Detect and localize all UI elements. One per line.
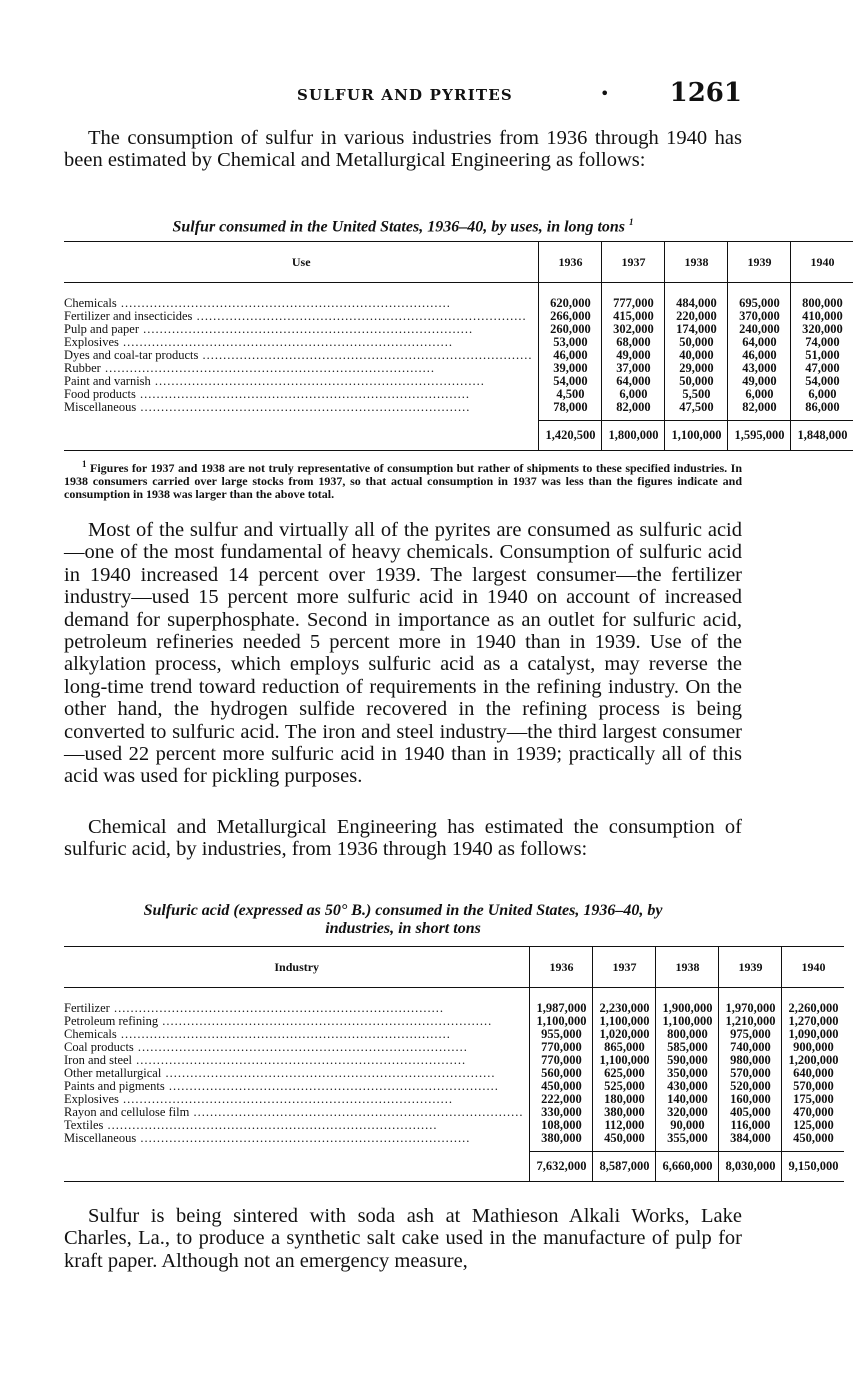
table2-row (64, 1132, 844, 1152)
table1-cell: 82,000 (728, 401, 791, 421)
table1-cell: 266,000 (539, 310, 602, 323)
table2-total-cell: 6,660,000 (656, 1152, 719, 1182)
table2-header-1936: 1936 (530, 947, 593, 988)
table2-row-label (64, 1015, 530, 1028)
table2-cell: 585,000 (656, 1041, 719, 1054)
table2-row-label-text: Textiles (64, 1119, 104, 1132)
table1-cell: 415,000 (602, 310, 665, 323)
table2-leader-dots: ................................................................................ (109, 1002, 444, 1015)
table1-spacer-cell (728, 283, 791, 298)
table1-row (64, 401, 853, 421)
table2-cell: 640,000 (782, 1067, 845, 1080)
table1-row-label (64, 401, 539, 421)
table2-row (64, 1054, 844, 1067)
table1-row-label-text: Rubber (64, 362, 101, 375)
table1-cell: 6,000 (791, 388, 854, 401)
table2-row-label-text: Miscellaneous (64, 1132, 137, 1145)
table2-row-label-text: Paints and pigments (64, 1080, 165, 1093)
table2-cell: 1,210,000 (719, 1015, 782, 1028)
table2-row-label-text: Iron and steel (64, 1054, 133, 1067)
table1-header-1936: 1936 (539, 242, 602, 283)
table1-cell: 47,000 (791, 362, 854, 375)
table1-row-label-text: Fertilizer and insecticides (64, 310, 193, 323)
table2-leader-dots: ................................................................................ (189, 1106, 524, 1119)
table2-cell: 1,200,000 (782, 1054, 845, 1067)
table2-cell: 1,020,000 (593, 1028, 656, 1041)
table1-total-cell: 1,595,000 (728, 421, 791, 451)
table2-cell: 125,000 (782, 1119, 845, 1132)
table2-cell: 975,000 (719, 1028, 782, 1041)
table1-cell: 46,000 (728, 349, 791, 362)
table2-header-1939: 1939 (719, 947, 782, 988)
table2-cell: 430,000 (656, 1080, 719, 1093)
table1-cell: 240,000 (728, 323, 791, 336)
table1-cell: 370,000 (728, 310, 791, 323)
table2-cell: 405,000 (719, 1106, 782, 1119)
table2-leader-dots: ................................................................................ (136, 1132, 471, 1145)
page-number: 1261 (669, 78, 742, 108)
table1-cell: 5,500 (665, 388, 728, 401)
table2-leader-dots: ................................................................................ (132, 1054, 467, 1067)
table1-row (64, 388, 853, 401)
table2-row-label-text: Petroleum refining (64, 1015, 159, 1028)
footnote (64, 458, 742, 501)
table2-cell: 384,000 (719, 1132, 782, 1152)
table2-cell: 980,000 (719, 1054, 782, 1067)
table2-row-label (64, 1054, 530, 1067)
sulfuric-acid-consumption-table (64, 946, 844, 1182)
table2-spacer-cell (656, 988, 719, 1003)
table1-leader-dots: ................................................................................ (138, 323, 474, 336)
table1-leader-dots: ................................................................................ (150, 375, 485, 388)
table2-row-label (64, 1119, 530, 1132)
table2-caption-line2: industries, in short tons (325, 920, 481, 937)
table1-row (64, 336, 853, 349)
table1-leader-dots: ................................................................................ (118, 336, 453, 349)
table1-cell: 777,000 (602, 297, 665, 310)
table2-cell: 1,270,000 (782, 1015, 845, 1028)
table2-total-label (64, 1152, 530, 1182)
table2-cell: 1,100,000 (593, 1015, 656, 1028)
table2-cell: 380,000 (530, 1132, 593, 1152)
table2-cell: 108,000 (530, 1119, 593, 1132)
table2-cell: 625,000 (593, 1067, 656, 1080)
acid-intro-paragraph: Chemical and Metallurgical Engineering has estimated the consumption of sulfuric acid, by industries, from 1936 through 1940 as follows: (64, 816, 742, 861)
table1-cell: 6,000 (602, 388, 665, 401)
table1-header-1937: 1937 (602, 242, 665, 283)
table2-header-industry: Industry (64, 947, 530, 988)
table2-row (64, 1067, 844, 1080)
table1-header-1940: 1940 (791, 242, 854, 283)
table1-cell: 37,000 (602, 362, 665, 375)
table1-spacer-cell (665, 283, 728, 298)
table1-row-label (64, 375, 539, 388)
table2-cell: 740,000 (719, 1041, 782, 1054)
table2-cell: 955,000 (530, 1028, 593, 1041)
table1-row (64, 323, 853, 336)
table2-cell: 865,000 (593, 1041, 656, 1054)
table2-cell: 770,000 (530, 1041, 593, 1054)
table1-leader-dots: ................................................................................ (116, 297, 451, 310)
table2-total-cell: 9,150,000 (782, 1152, 845, 1182)
table1-leader-dots: ................................................................................ (136, 401, 471, 414)
table1-total-cell: 1,420,500 (539, 421, 602, 451)
table1-row-label (64, 362, 539, 375)
table1-row-label (64, 336, 539, 349)
table1-cell: 484,000 (665, 297, 728, 310)
table2-spacer-cell (719, 988, 782, 1003)
table2-row-label (64, 1028, 530, 1041)
table2-cell: 590,000 (656, 1054, 719, 1067)
table2-cell: 1,900,000 (656, 1002, 719, 1015)
table2-cell: 470,000 (782, 1106, 845, 1119)
table1-header-1939: 1939 (728, 242, 791, 283)
table1-caption-footnote-mark: 1 (629, 217, 634, 227)
table2-row-label-text: Coal products (64, 1041, 134, 1054)
table1-cell: 53,000 (539, 336, 602, 349)
table1-row-label-text: Explosives (64, 336, 119, 349)
table1-leader-dots: ................................................................................ (198, 349, 533, 362)
table2-cell: 570,000 (719, 1067, 782, 1080)
table2-leader-dots: ................................................................................ (133, 1041, 468, 1054)
table2-cell: 160,000 (719, 1093, 782, 1106)
table2-cell: 450,000 (593, 1132, 656, 1152)
table1-cell: 74,000 (791, 336, 854, 349)
table2-spacer-cell (64, 988, 530, 1003)
table2-cell: 330,000 (530, 1106, 593, 1119)
table1-cell: 43,000 (728, 362, 791, 375)
table2-leader-dots: ................................................................................ (161, 1067, 496, 1080)
table2-row-label (64, 1106, 530, 1119)
table1-cell: 54,000 (791, 375, 854, 388)
table1-leader-dots: ................................................................................ (192, 310, 527, 323)
table2-cell: 112,000 (593, 1119, 656, 1132)
table1-row (64, 349, 853, 362)
table1-cell: 49,000 (602, 349, 665, 362)
table2-cell: 560,000 (530, 1067, 593, 1080)
table2-row-label-text: Chemicals (64, 1028, 117, 1041)
table1-row-label (64, 297, 539, 310)
table1-spacer-cell (791, 283, 854, 298)
table2-row (64, 1080, 844, 1093)
table2-total-cell: 7,632,000 (530, 1152, 593, 1182)
table2-row-label-text: Rayon and cellulose film (64, 1106, 190, 1119)
table2-cell: 800,000 (656, 1028, 719, 1041)
table1-spacer-cell (64, 283, 539, 298)
table2-cell: 380,000 (593, 1106, 656, 1119)
table1-cell: 64,000 (728, 336, 791, 349)
table2-cell: 180,000 (593, 1093, 656, 1106)
table2-row (64, 1015, 844, 1028)
table1-total-label (64, 421, 539, 451)
table2-cell: 570,000 (782, 1080, 845, 1093)
table2-cell: 2,230,000 (593, 1002, 656, 1015)
table2-leader-dots: ................................................................................ (116, 1028, 451, 1041)
table2-row (64, 1028, 844, 1041)
table1-cell: 78,000 (539, 401, 602, 421)
table1-cell: 47,500 (665, 401, 728, 421)
table2-cell: 520,000 (719, 1080, 782, 1093)
table2-cell: 450,000 (530, 1080, 593, 1093)
table2-total-cell: 8,587,000 (593, 1152, 656, 1182)
table1-cell: 54,000 (539, 375, 602, 388)
table2-row-label (64, 1080, 530, 1093)
table1-cell: 620,000 (539, 297, 602, 310)
table2-total-row (64, 1152, 844, 1182)
table1-row-label-text: Chemicals (64, 297, 117, 310)
table2-cell: 175,000 (782, 1093, 845, 1106)
table1-total-cell: 1,100,000 (665, 421, 728, 451)
table1-spacer-cell (539, 283, 602, 298)
table2-row-label-text: Fertilizer (64, 1002, 110, 1015)
table2-cell: 116,000 (719, 1119, 782, 1132)
table1-row-label (64, 388, 539, 401)
table2-cell: 1,100,000 (530, 1015, 593, 1028)
table2-row-label (64, 1002, 530, 1015)
table1-row-label-text: Paint and varnish (64, 375, 151, 388)
table1-cell: 6,000 (728, 388, 791, 401)
table2-row (64, 1119, 844, 1132)
table2-cell: 450,000 (782, 1132, 845, 1152)
table1-row-label (64, 323, 539, 336)
table2-spacer-cell (782, 988, 845, 1003)
table2-cell: 1,090,000 (782, 1028, 845, 1041)
table2-header-1938: 1938 (656, 947, 719, 988)
table2-row (64, 1041, 844, 1054)
table2-row (64, 1093, 844, 1106)
table2-row-label (64, 1132, 530, 1152)
table2-cell: 770,000 (530, 1054, 593, 1067)
table1-cell: 4,500 (539, 388, 602, 401)
table2-cell: 140,000 (656, 1093, 719, 1106)
table2-row-label-text: Other metallurgical (64, 1067, 162, 1080)
table2-row-label (64, 1067, 530, 1080)
table1-header-row (64, 242, 853, 283)
table1-cell: 220,000 (665, 310, 728, 323)
table1-row (64, 310, 853, 323)
table1-caption (64, 213, 742, 236)
table1-cell: 40,000 (665, 349, 728, 362)
table1-row (64, 362, 853, 375)
table1-cell: 800,000 (791, 297, 854, 310)
table1-cell: 260,000 (539, 323, 602, 336)
table2-cell: 2,260,000 (782, 1002, 845, 1015)
table1-cell: 82,000 (602, 401, 665, 421)
table2-row-label (64, 1093, 530, 1106)
table1-cell: 39,000 (539, 362, 602, 375)
table2-header-1937: 1937 (593, 947, 656, 988)
table2-cell: 1,970,000 (719, 1002, 782, 1015)
running-head-title: SULFUR AND PYRITES (297, 86, 513, 104)
table2-cell: 1,100,000 (656, 1015, 719, 1028)
table2-spacer-cell (593, 988, 656, 1003)
table1-row (64, 297, 853, 310)
table1-cell: 50,000 (665, 375, 728, 388)
sulfuric-acid-paragraph: Most of the sulfur and virtually all of the pyrites are consumed as sulfuric acid—one of the most fundamental of heavy chemicals. Consumption of sulfuric acid in 1940 increased 14 percent over 1939. The largest consumer—the fertilizer industry—used 15 percent more sulfuric acid in 1940 on account of increased demand for superphosphate. Second in importance as an outlet for sulfuric acid, petroleum refineries needed 5 percent more in 1940 than in 1939. Use of the alkylation process, which employs sulfuric acid as a catalyst, may reverse the long-time trend toward reduction of requirements in the refining industry. On the other hand, the hydrogen sulfide recovered in the refining process is being converted to sulfuric acid. The iron and steel industry—the third largest consumer—used 22 percent more sulfuric acid in 1940 than in 1939; practically all of this acid was used for pickling purposes. (64, 519, 742, 788)
table1-cell: 174,000 (665, 323, 728, 336)
table2-cell: 355,000 (656, 1132, 719, 1152)
sulfur-consumption-table (64, 241, 853, 451)
table2-cell: 90,000 (656, 1119, 719, 1132)
table2-cell: 222,000 (530, 1093, 593, 1106)
table1-leader-dots: ................................................................................ (100, 362, 435, 375)
table1-cell: 410,000 (791, 310, 854, 323)
table2-caption-line1: Sulfuric acid (expressed as 50° B.) consumed in the United States, 1936–40, by (143, 902, 663, 919)
table2-leader-dots: ................................................................................ (103, 1119, 438, 1132)
table1-cell: 695,000 (728, 297, 791, 310)
table1-cell: 86,000 (791, 401, 854, 421)
table2-cell: 525,000 (593, 1080, 656, 1093)
table2-leader-dots: ................................................................................ (164, 1080, 499, 1093)
footnote-mark: 1 (82, 459, 87, 469)
table1-row-label-text: Food products (64, 388, 136, 401)
closing-paragraph: Sulfur is being sintered with soda ash at Mathieson Alkali Works, Lake Charles, La., to produce a synthetic salt cake used in the manufacture of pulp for kraft paper. Although not an emergency measure, (64, 1205, 742, 1272)
table1-total-cell: 1,848,000 (791, 421, 854, 451)
table1-cell: 64,000 (602, 375, 665, 388)
intro-paragraph: The consumption of sulfur in various industries from 1936 through 1940 has been estimated by Chemical and Metallurgical Engineering as follows: (64, 127, 742, 172)
table1-leader-dots: ................................................................................ (135, 388, 470, 401)
table2-header-row (64, 947, 844, 988)
footnote-text: Figures for 1937 and 1938 are not truly representative of consumption but rather of shipments to these specified industries. In 1938 consumers carried over large stocks from 1937, so that actual consumption in 1937 was less than the figures indicate and consumption in 1938 was larger than the above total. (64, 461, 743, 501)
table1-spacer-row (64, 283, 853, 298)
table2-total-cell: 8,030,000 (719, 1152, 782, 1182)
table1-caption-text: Sulfur consumed in the United States, 1936–40, by uses, in long tons (172, 218, 626, 236)
table2-row (64, 1106, 844, 1119)
table1-cell: 51,000 (791, 349, 854, 362)
table1-row-label (64, 310, 539, 323)
running-head (64, 80, 742, 114)
table2-leader-dots: ................................................................................ (118, 1093, 453, 1106)
table2-cell: 900,000 (782, 1041, 845, 1054)
table2-spacer-cell (530, 988, 593, 1003)
table2-row-label (64, 1041, 530, 1054)
table1-cell: 49,000 (728, 375, 791, 388)
running-head-separator: • (600, 84, 610, 103)
table1-cell: 68,000 (602, 336, 665, 349)
table1-cell: 302,000 (602, 323, 665, 336)
table2-leader-dots: ................................................................................ (158, 1015, 493, 1028)
table2-caption (64, 902, 742, 938)
table1-total-cell: 1,800,000 (602, 421, 665, 451)
table2-header-1940: 1940 (782, 947, 845, 988)
table2-spacer-row (64, 988, 844, 1003)
table2-cell: 350,000 (656, 1067, 719, 1080)
table1-cell: 29,000 (665, 362, 728, 375)
table2-cell: 320,000 (656, 1106, 719, 1119)
table1-header-1938: 1938 (665, 242, 728, 283)
table1-row (64, 375, 853, 388)
table1-spacer-cell (602, 283, 665, 298)
table2-row-label-text: Explosives (64, 1093, 119, 1106)
table1-row-label-text: Pulp and paper (64, 323, 139, 336)
table1-cell: 320,000 (791, 323, 854, 336)
table1-total-row (64, 421, 853, 451)
table1-header-use: Use (64, 242, 539, 283)
table2-cell: 1,987,000 (530, 1002, 593, 1015)
table1-row-label-text: Dyes and coal-tar products (64, 349, 199, 362)
table1-row-label-text: Miscellaneous (64, 401, 137, 414)
table1-cell: 46,000 (539, 349, 602, 362)
table2-cell: 1,100,000 (593, 1054, 656, 1067)
table1-cell: 50,000 (665, 336, 728, 349)
table1-row-label (64, 349, 539, 362)
